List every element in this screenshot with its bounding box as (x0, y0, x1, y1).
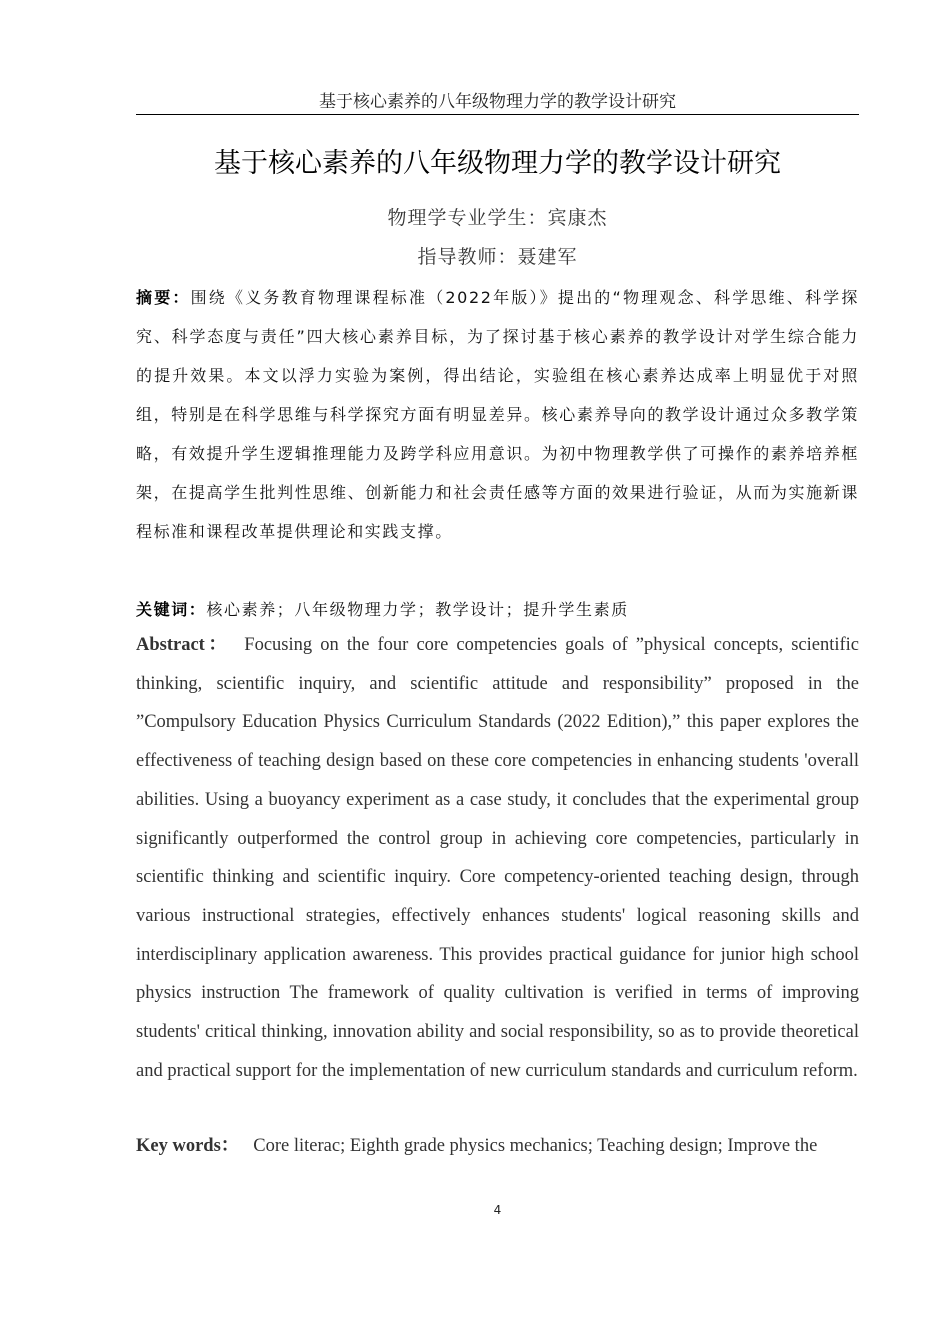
english-abstract-text: Focusing on the four core competencies goals of ”physical concepts, scientific thinking, scientific inquiry, and scientific attitude and responsibility” proposed in the ”Compulsory Education Physics Curriculum Standards (2022 Edition),” this paper explores the effectiveness of teaching design based on these core competencies in enhancing students 'overall abilities. Using a buoyancy experiment as a case study, it concludes that the experimental group significantly outperformed the control group in achieving core competencies, particularly in scientific thinking and scientific inquiry. Core competency-oriented teaching design, through various instructional strategies, effectively enhances students' logical reasoning skills and interdisciplinary application awareness. This provides practical guidance for junior high school physics instruction The framework of quality cultivation is verified in terms of improving students' critical thinking, innovation ability and social responsibility, so as to provide theoretical and practical support for the implementation of new curriculum standards and curriculum reform. (136, 635, 860, 1081)
chinese-keywords-text: 核心素养；八年级物理力学；教学设计；提升学生素质 (206, 600, 629, 619)
english-abstract-label: Abstract： (136, 635, 231, 655)
english-abstract (136, 626, 859, 1090)
english-keywords-text: Core literac; Eighth grade physics mechanics; Teaching design; Improve the (253, 1136, 818, 1156)
running-header: 基于核心素养的八年级物理力学的教学设计研究 (319, 92, 676, 112)
chinese-abstract-label: 摘要： (136, 288, 191, 307)
english-keywords (136, 1127, 859, 1166)
chinese-keywords-label: 关键词： (136, 600, 207, 619)
english-keywords-label: Key words： (136, 1136, 240, 1156)
author-line: 物理学专业学生：宾康杰 (387, 207, 608, 229)
chinese-abstract (136, 278, 859, 551)
chinese-abstract-text: 围绕《义务教育物理课程标准（2022年版）》提出的“物理观念、科学思维、科学探究、科学态度与责任”四大核心素养目标，为了探讨基于核心素养的教学设计对学生综合能力的提升效果。本文以浮力实验为案例，得出结论，实验组在核心素养达成率上明显优于对照组，特别是在科学思维与科学探究方面有明显差异。核心素养导向的教学设计通过众多教学策略，有效提升学生逻辑推理能力及跨学科应用意识。为初中物理教学供了可操作的素养培养框架，在提高学生批判性思维、创新能力和社会责任感等方面的效果进行验证，从而为实施新课程标准和课程改革提供理论和实践支撑。 (136, 288, 859, 541)
header-rule (136, 114, 859, 115)
paper-title: 基于核心素养的八年级物理力学的教学设计研究 (214, 148, 781, 179)
chinese-keywords (136, 590, 859, 629)
page-number: 4 (493, 1203, 502, 1217)
advisor-line: 指导教师：聂建军 (417, 246, 578, 268)
